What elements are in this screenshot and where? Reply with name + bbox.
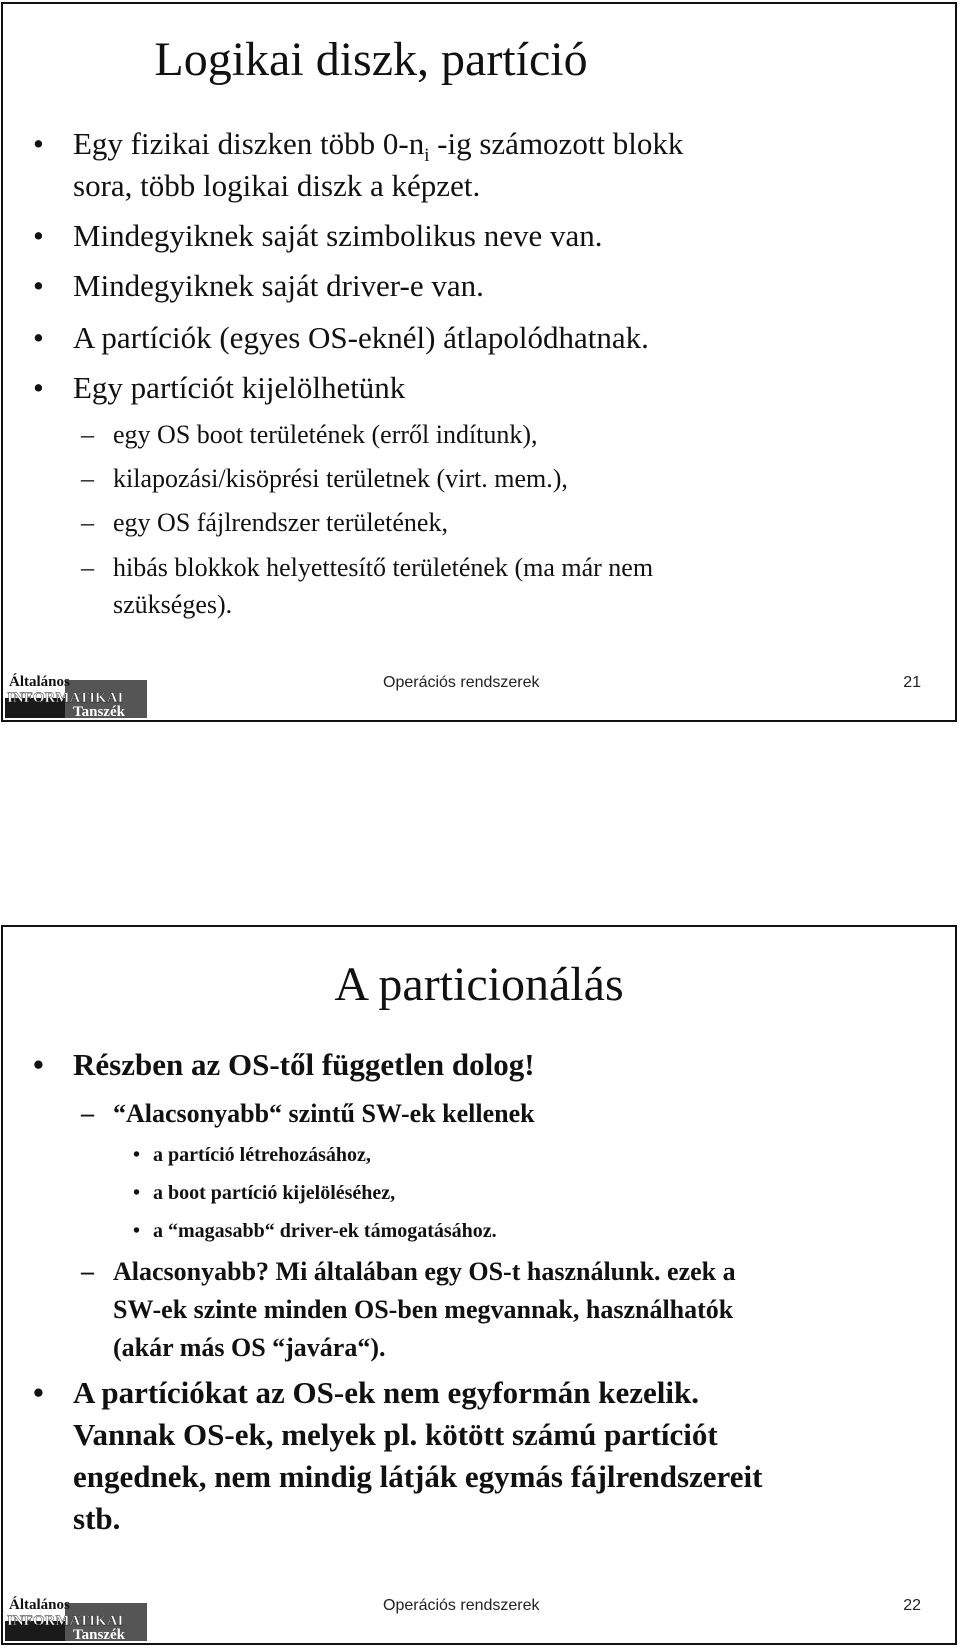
bullet-marker: • (33, 320, 44, 355)
dash-marker: – (81, 508, 94, 537)
svg-text:INFORMATIKAI: INFORMATIKAI (7, 690, 124, 706)
sub-item: egy OS boot területének (erről indítunk), (113, 420, 538, 449)
bullet-text: A partíciókat az OS-ek nem egyformán kezelik. (73, 1375, 699, 1410)
slide-title: A particionálás (334, 958, 624, 1011)
bullet-text: Mindegyiknek saját szimbolikus neve van. (73, 218, 603, 253)
bullet-text: Mindegyiknek saját driver-e van. (73, 268, 484, 303)
bullet-marker: • (33, 1375, 44, 1410)
bullet-text: Egy fizikai diszken több $0-n_i$ -ig számozott blokk (73, 126, 684, 167)
svg-text:Általános: Általános (9, 674, 70, 690)
sub-item-cont: szükséges). (113, 590, 233, 619)
dash-marker: – (81, 1099, 94, 1128)
bullet-marker: • (33, 218, 44, 253)
dash-marker: – (81, 1257, 94, 1286)
dash-marker: – (81, 464, 94, 493)
sub-sub-item: a partíció létrehozásához, (153, 1144, 371, 1166)
footer-course: Operációs rendszerek (383, 1597, 540, 1614)
sub-item: kilapozási/kisöprési területnek (virt. mem.), (113, 464, 568, 493)
sub-item: “Alacsonyabb“ szintű SW-ek kellenek (113, 1099, 535, 1128)
slide-22 (1, 925, 957, 1645)
bullet-marker: • (33, 370, 44, 405)
page-number: 22 (903, 1597, 921, 1614)
bullet-text: A partíciók (egyes OS-eknél) átlapolódhatnak. (73, 320, 649, 355)
bullet-text-cont: stb. (73, 1501, 121, 1536)
bullet-marker: • (133, 1182, 141, 1204)
page-number: 21 (903, 674, 921, 691)
bullet-marker: • (133, 1220, 141, 1242)
sub-sub-item: a boot partíció kijelöléséhez, (153, 1182, 396, 1204)
dash-marker: – (81, 553, 94, 582)
footer-course: Operációs rendszerek (383, 674, 540, 691)
bullet-text-cont: sora, több logikai diszk a képzet. (73, 168, 481, 203)
sub-item: egy OS fájlrendszer területének, (113, 508, 448, 537)
bullet-marker: • (133, 1144, 141, 1166)
bullet-marker: • (33, 1047, 44, 1082)
slide-21 (1, 2, 957, 722)
sub-item-cont: (akár más OS “javára“). (113, 1333, 386, 1362)
department-logo (5, 1593, 147, 1641)
bullet-text-cont: engednek, nem mindig látják egymás fájlrendszereit (73, 1459, 763, 1494)
bullet-marker: • (33, 268, 44, 303)
bullet-text: Egy partíciót kijelölhetünk (73, 370, 406, 405)
svg-text:Általános: Általános (9, 1597, 70, 1613)
svg-text:INFORMATIKAI: INFORMATIKAI (7, 1613, 124, 1629)
dash-marker: – (81, 420, 94, 449)
sub-item: hibás blokkok helyettesítő területének (ma már nem (113, 553, 654, 582)
slide-title: Logikai diszk, partíció (154, 33, 588, 86)
svg-text:Tanszék: Tanszék (73, 1627, 125, 1641)
bullet-text-cont: Vannak OS-ek, melyek pl. kötött számú partíciót (73, 1417, 718, 1452)
svg-text:Tanszék: Tanszék (73, 704, 125, 718)
bullet-text: Részben az OS-től független dolog! (73, 1047, 535, 1082)
department-logo (5, 670, 147, 718)
bullet-marker: • (33, 126, 44, 161)
sub-item: Alacsonyabb? Mi általában egy OS-t használunk. ezek a (113, 1257, 736, 1286)
sub-sub-item: a “magasabb“ driver-ek támogatásához. (153, 1220, 497, 1242)
sub-item-cont: SW-ek szinte minden OS-ben megvannak, használhatók (113, 1295, 734, 1324)
